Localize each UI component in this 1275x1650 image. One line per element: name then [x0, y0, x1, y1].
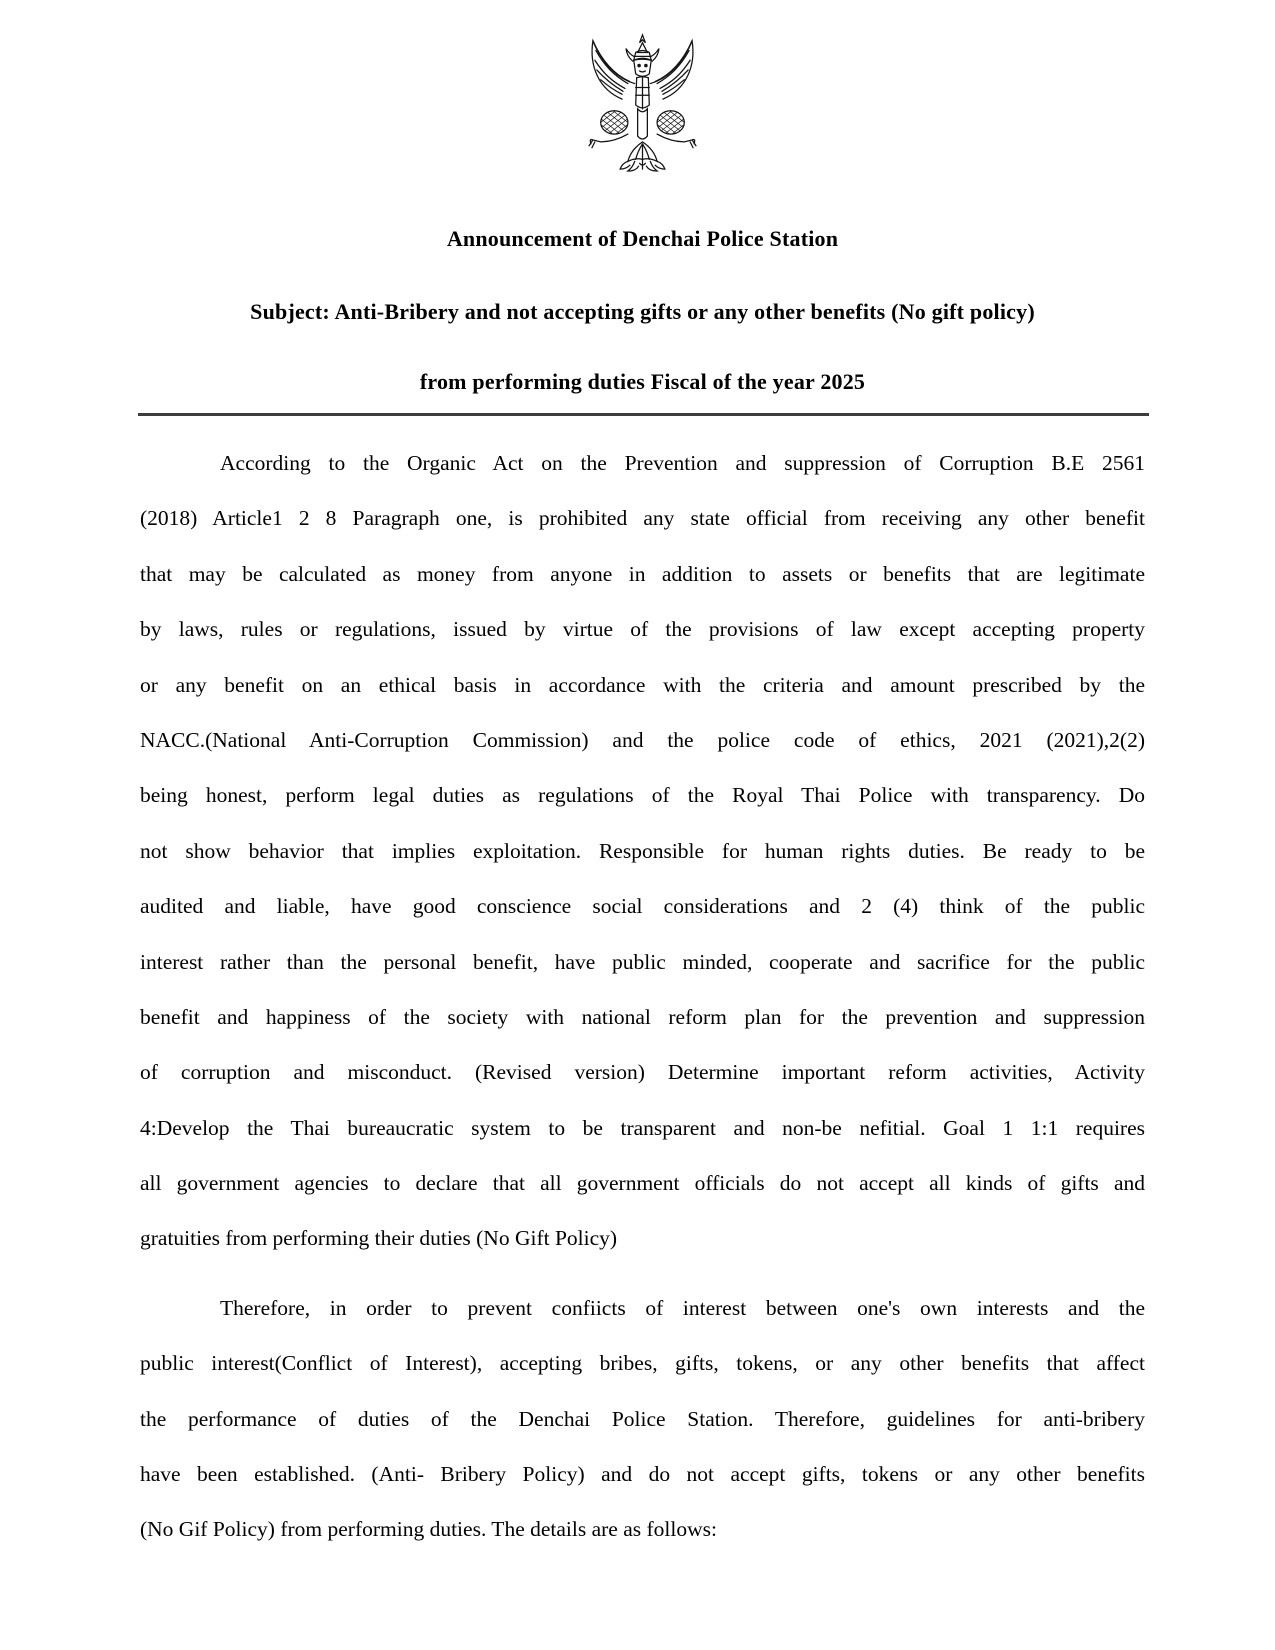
- body-line: According to the Organic Act on the Prevention and suppression of Corruption B.E 2561: [220, 451, 1145, 475]
- body-line: Therefore, in order to prevent confiicts of interest between one's own interests and the: [220, 1295, 1145, 1320]
- body-line: not show behavior that implies exploitation. Responsible for human rights duties. Be ready to be: [140, 838, 1145, 863]
- body-line: or any benefit on an ethical basis in accordance with the criteria and amount prescribed by the: [140, 672, 1145, 697]
- title-divider: [138, 413, 1149, 416]
- body-line: 4:Develop the Thai bureaucratic system to be transparent and non-be nefitial. Goal 1 1:1 requires: [140, 1115, 1145, 1140]
- page-title: Announcement of Denchai Police Station: [446, 226, 839, 251]
- body-line: by laws, rules or regulations, issued by virtue of the provisions of law except accepting property: [140, 617, 1145, 642]
- body-line: public interest(Conflict of Interest), accepting bribes, gifts, tokens, or any other benefits that affect: [140, 1351, 1145, 1376]
- body-line: gratuities from performing their duties (No Gift Policy): [140, 1226, 618, 1251]
- body-line: of corruption and misconduct. (Revised version) Determine important reform activities, Activity: [140, 1060, 1145, 1085]
- body-line: benefit and happiness of the society with national reform plan for the prevention and suppression: [140, 1004, 1145, 1029]
- subtitle-line: from performing duties Fiscal of the year 2025: [419, 369, 866, 394]
- emblem-container: [140, 33, 1145, 175]
- body-line: have been established. (Anti- Bribery Policy) and do not accept gifts, tokens or any other benefits: [140, 1462, 1145, 1487]
- body-line: NACC.(National Anti-Corruption Commission) and the police code of ethics, 2021 (2021),2(2): [140, 727, 1145, 752]
- paragraph-1: [140, 436, 1145, 1267]
- paragraph-2: [140, 1281, 1145, 1558]
- body-line: being honest, perform legal duties as regulations of the Royal Thai Police with transparency. Do: [140, 783, 1145, 808]
- body-line: (2018) Article1 2 8 Paragraph one, is prohibited any state official from receiving any other benefit: [140, 506, 1145, 531]
- body-line: all government agencies to declare that all government officials do not accept all kinds of gifts and: [140, 1171, 1145, 1196]
- body-line: the performance of duties of the Denchai Police Station. Therefore, guidelines for anti-bribery: [140, 1406, 1145, 1431]
- body-line: audited and liable, have good conscience social considerations and 2 (4) think of the public: [140, 894, 1145, 919]
- body-line: that may be calculated as money from anyone in addition to assets or benefits that are legitimate: [140, 561, 1145, 586]
- document-headings: [140, 224, 1145, 397]
- body-line: interest rather than the personal benefit, have public minded, cooperate and sacrifice for the public: [140, 949, 1145, 974]
- document-body: [140, 436, 1145, 1558]
- garuda-emblem-icon: [579, 33, 706, 173]
- body-line: (No Gif Policy) from performing duties. The details are as follows:: [140, 1517, 717, 1542]
- subject-line: Subject: Anti-Bribery and not accepting gifts or any other benefits (No gift policy): [250, 299, 1035, 324]
